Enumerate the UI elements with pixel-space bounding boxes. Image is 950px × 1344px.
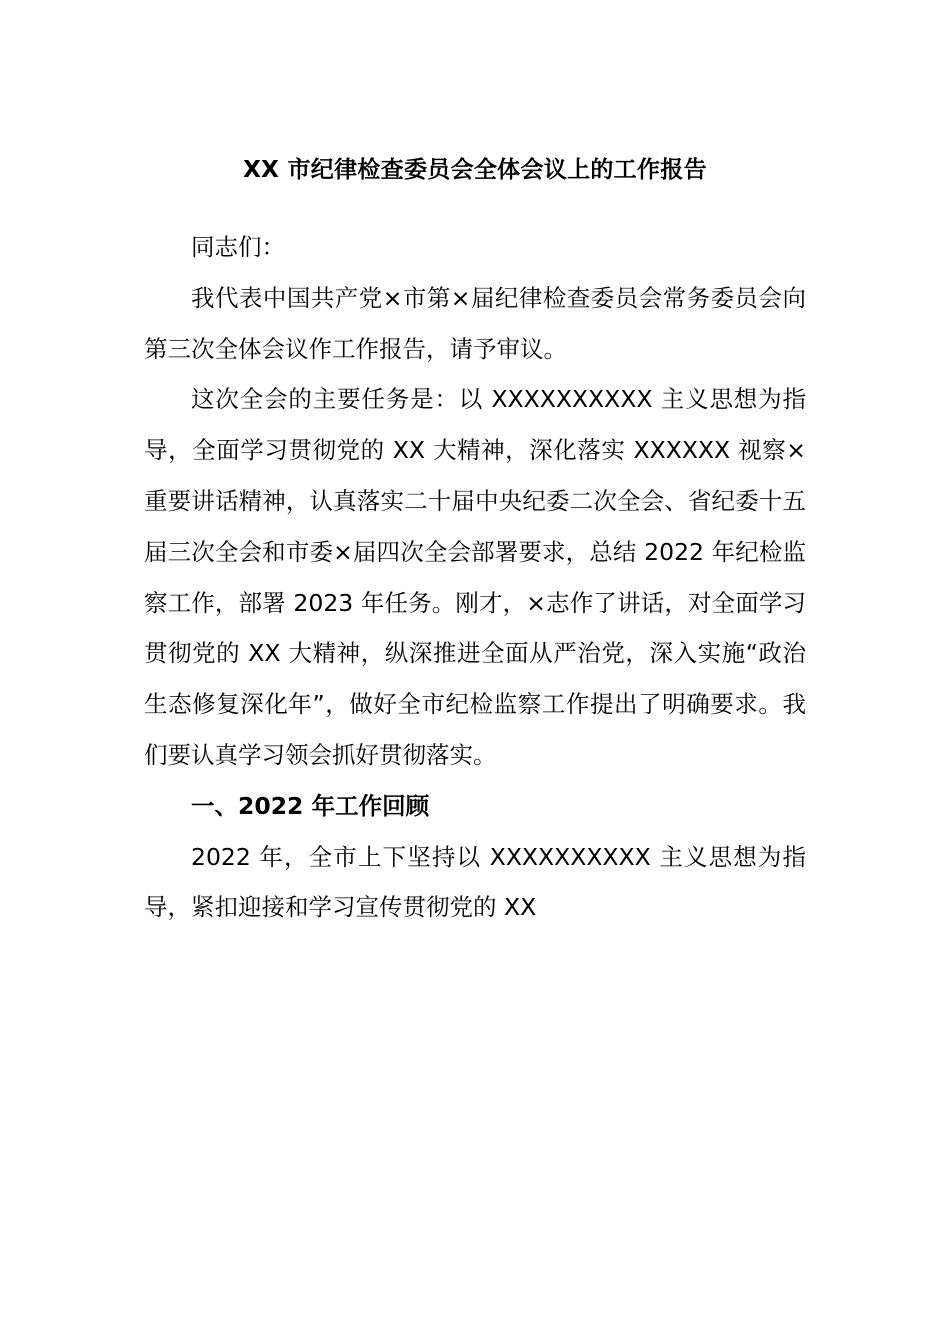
section-paragraph: 2022 年，全市上下坚持以 XXXXXXXXXX 主义思想为指导，紧扣迎接和学习宣传贯彻党的 XX <box>144 842 806 922</box>
document-body <box>144 222 806 933</box>
intro-paragraph: 我代表中国共产党×市第×届纪律检查委员会常务委员会向第三次全体会议作工作报告，请予审议。 <box>144 283 806 363</box>
tasks-paragraph: 这次全会的主要任务是：以 XXXXXXXXXX 主义思想为指导，全面学习贯彻党的 XX 大精神，深化落实 XXXXXX 视察×重要讲话精神，认真落实二十届中央纪委二次全会、省纪委十五届三次全会和市委×届四次全会部署要求，总结 2022 年纪检监察工作，部署 2023 年任务。刚才，×志作了讲话，对全面学习贯彻党的 XX 大精神，纵深推进全面从严治党，深入实施“政治生态修复深化年”，做好全市纪检监察工作提出了明确要求。我们要认真学习领会抓好贯彻落实。 <box>144 385 806 769</box>
salutation-paragraph: 同志们： <box>191 233 285 261</box>
document-title: XX 市纪律检查委员会全体会议上的工作报告 <box>243 157 707 183</box>
section-heading: 一、2022 年工作回顾 <box>191 791 430 820</box>
